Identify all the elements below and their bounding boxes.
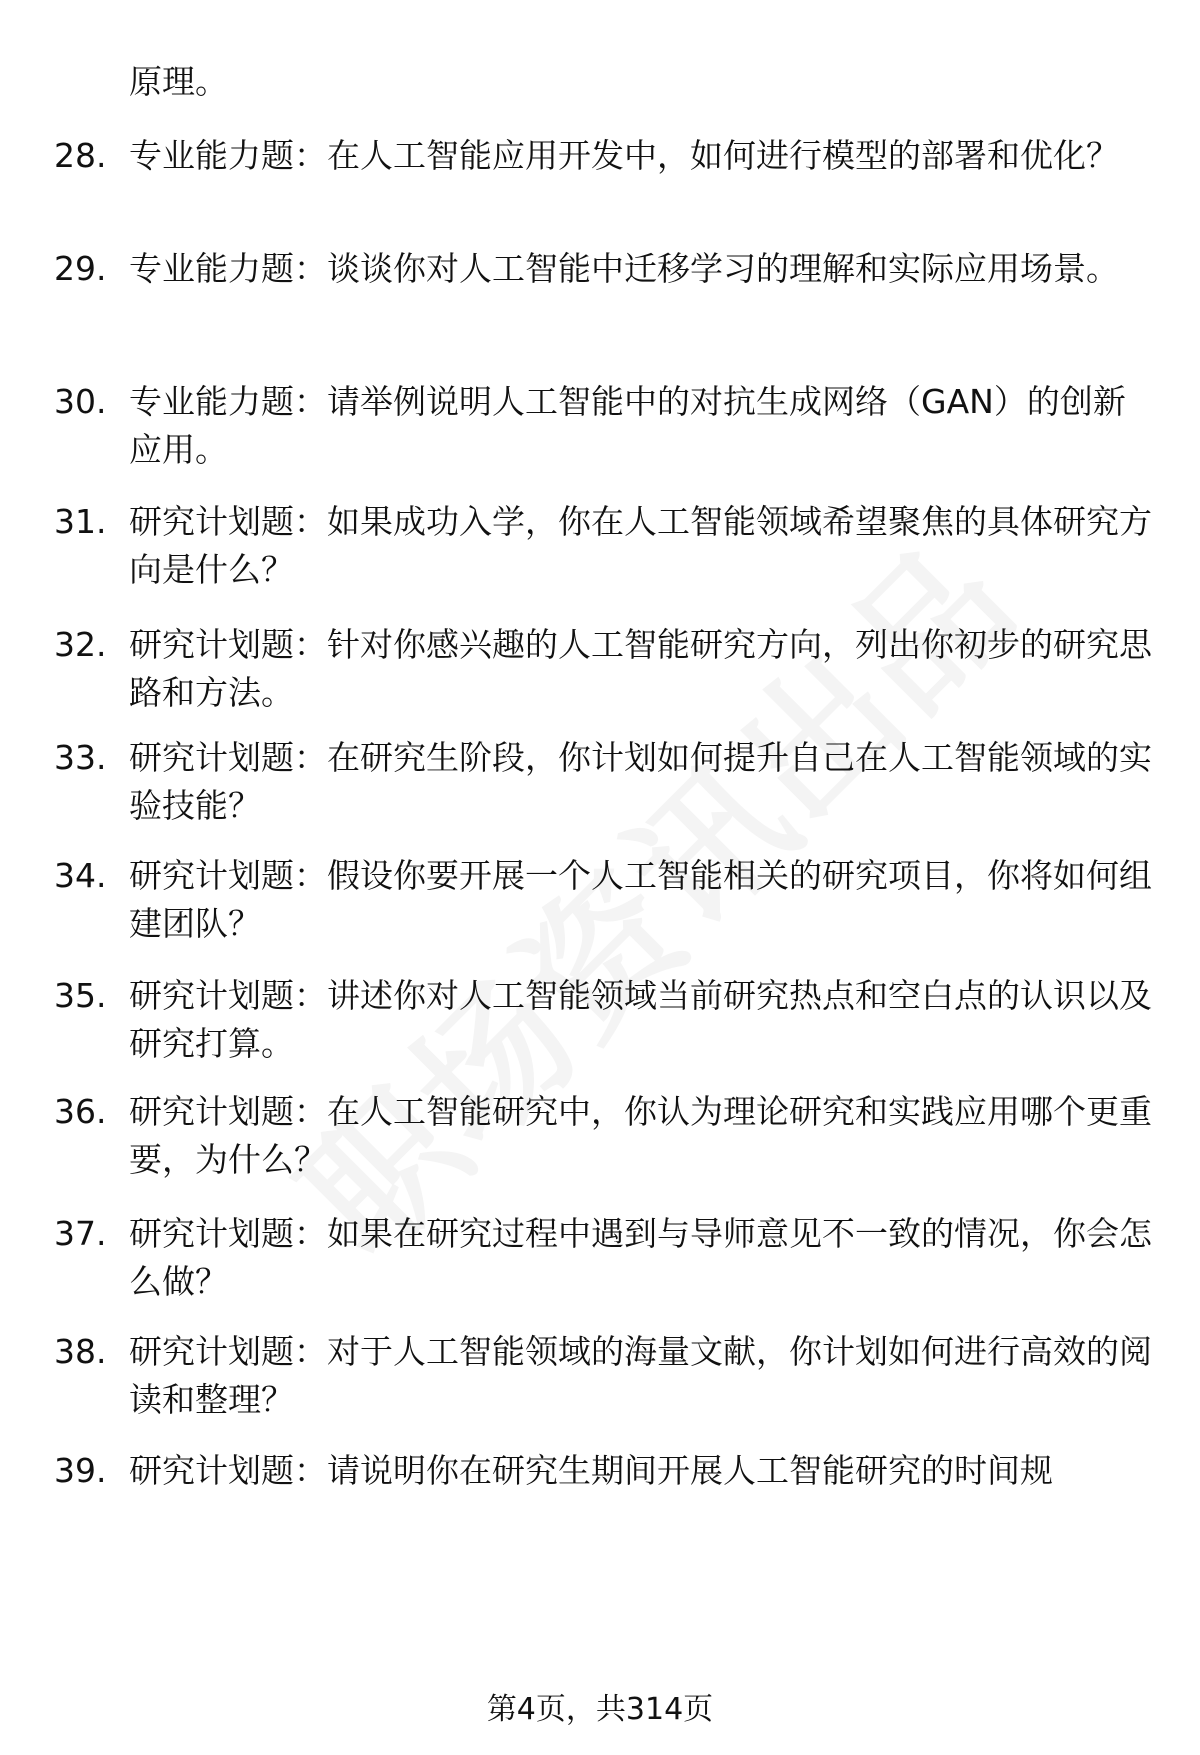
list-item [54, 132, 1154, 180]
item-number: 28. [54, 136, 107, 175]
list-item [54, 378, 1154, 474]
item-number: 39. [54, 1451, 107, 1490]
item-text: 研究计划题：针对你感兴趣的人工智能研究方向，列出你初步的研究思路和方法。 [129, 625, 1152, 712]
list-item [54, 734, 1154, 830]
list-item [54, 245, 1154, 293]
item-text: 专业能力题：在人工智能应用开发中，如何进行模型的部署和优化？ [129, 136, 1119, 175]
list-item [54, 972, 1154, 1068]
item-text: 研究计划题：在研究生阶段，你计划如何提升自己在人工智能领域的实验技能？ [129, 738, 1152, 825]
item-text: 研究计划题：讲述你对人工智能领域当前研究热点和空白点的认识以及研究打算。 [129, 976, 1152, 1063]
item-number: 32. [54, 625, 107, 664]
item-number: 36. [54, 1092, 107, 1131]
item-text: 专业能力题：请举例说明人工智能中的对抗生成网络（GAN）的创新应用。 [129, 382, 1126, 469]
item-number: 38. [54, 1332, 107, 1371]
item-number: 37. [54, 1214, 107, 1253]
list-item [54, 621, 1154, 717]
list-item [54, 1328, 1154, 1424]
page-footer: 第4页，共314页 [486, 1692, 714, 1727]
list-item [54, 1447, 1154, 1495]
item-text: 专业能力题：谈谈你对人工智能中迁移学习的理解和实际应用场景。 [129, 249, 1119, 288]
item-number: 31. [54, 502, 107, 541]
item-number: 33. [54, 738, 107, 777]
item-number: 29. [54, 249, 107, 288]
item-text: 研究计划题：在人工智能研究中，你认为理论研究和实践应用哪个更重要，为什么？ [129, 1092, 1152, 1179]
item-text: 研究计划题：请说明你在研究生期间开展人工智能研究的时间规 [129, 1451, 1053, 1490]
list-item [54, 498, 1154, 594]
item-text: 研究计划题：如果在研究过程中遇到与导师意见不一致的情况，你会怎么做？ [129, 1214, 1152, 1301]
item-text: 研究计划题：如果成功入学，你在人工智能领域希望聚焦的具体研究方向是什么？ [129, 502, 1152, 589]
list-item [54, 1210, 1154, 1306]
item-text: 研究计划题：对于人工智能领域的海量文献，你计划如何进行高效的阅读和整理？ [129, 1332, 1152, 1419]
item-number: 34. [54, 856, 107, 895]
item-number: 30. [54, 382, 107, 421]
continuation-text: 原理。 [129, 62, 228, 101]
list-item [54, 852, 1154, 948]
item-text: 研究计划题：假设你要开展一个人工智能相关的研究项目，你将如何组建团队？ [129, 856, 1152, 943]
list-item [54, 1088, 1154, 1184]
item-number: 35. [54, 976, 107, 1015]
